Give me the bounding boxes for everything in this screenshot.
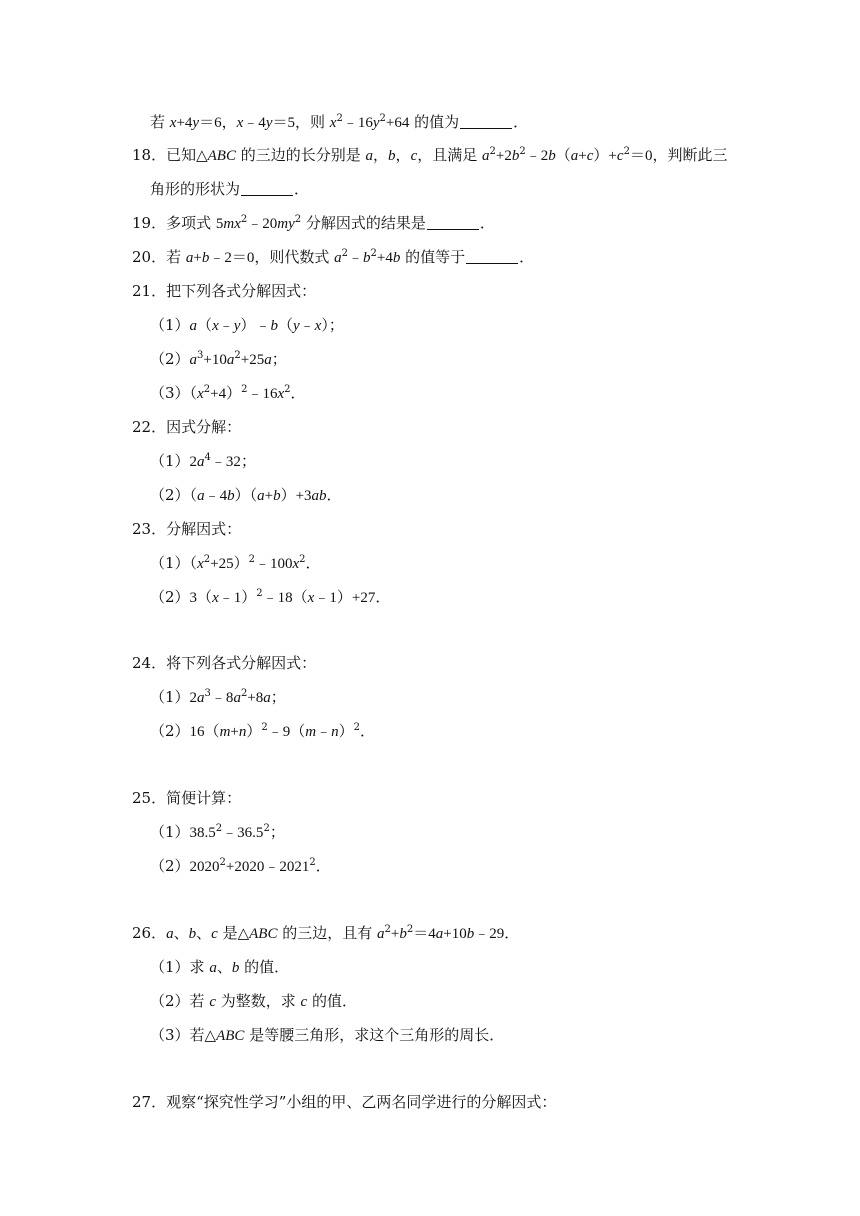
q26-item-1: （1）求 a、b 的值． xyxy=(150,958,290,976)
q21-title-text: 把下列各式分解因式： xyxy=(166,282,317,300)
q21-item-1: （1）a（x﹣y）﹣b（y﹣x）； xyxy=(150,316,344,334)
answer-blank xyxy=(466,251,518,264)
q26-text-2: 的三边，且有 xyxy=(277,924,378,942)
q18-text-4: ，判断此三 xyxy=(652,146,728,164)
q26-text-1: 是△ xyxy=(222,924,250,942)
item-label: （1） xyxy=(150,688,190,706)
q27-title xyxy=(132,1092,556,1112)
item-label: （3）若△ xyxy=(150,1026,217,1044)
item-label: （2）若 xyxy=(150,992,210,1010)
q27-number: 27． xyxy=(132,1093,167,1111)
q23-title xyxy=(132,519,241,539)
q18-line-2 xyxy=(150,179,309,199)
item-label: （2） xyxy=(150,722,190,740)
item-label: （3） xyxy=(150,384,190,402)
q26-number: 26． xyxy=(132,924,167,942)
q26-item-2-text-2: 的值． xyxy=(307,992,357,1010)
q24-title xyxy=(132,653,316,673)
q22-number: 22． xyxy=(132,418,167,436)
item-label: （2） xyxy=(150,588,190,606)
q20-text-2: ，则代数式 xyxy=(254,248,335,266)
q20-number: 20． xyxy=(132,248,167,266)
q19-end: ． xyxy=(479,214,495,232)
q20-text-3: 的值等于 xyxy=(400,248,466,266)
item-label: （2） xyxy=(150,350,190,368)
q18-text-5: 角形的形状为 xyxy=(150,180,241,198)
q18-end: ． xyxy=(294,180,310,198)
q18-number: 18． xyxy=(132,146,167,164)
item-label: （2） xyxy=(150,857,190,875)
q24-number: 24． xyxy=(132,654,167,672)
q24-title-text: 将下列各式分解因式： xyxy=(166,654,317,672)
q26-item-2-text-1: 为整数，求 xyxy=(215,992,301,1010)
q22-title-text: 因式分解： xyxy=(166,418,242,436)
q26-item-3: （3）若△ABC 是等腰三角形，求这个三角形的周长． xyxy=(150,1026,505,1044)
answer-blank xyxy=(460,116,512,129)
q26-title: 26．a、b、c 是△ABC 的三边，且有 $a^2+b^2=4a+10b﹣29$． xyxy=(132,924,520,942)
q17-end: ． xyxy=(513,113,529,131)
q21-title xyxy=(132,281,316,301)
item-label: （1） xyxy=(150,554,190,572)
q18-text-2: 的三边的长分别是 xyxy=(235,146,366,164)
q23-number: 23． xyxy=(132,520,167,538)
q21-number: 21． xyxy=(132,282,167,300)
q22-item-1: $(1)2a^4﹣32$； xyxy=(150,452,256,470)
q25-item-2: $(2)2020^2+2020﹣2021^2$． xyxy=(150,857,331,875)
item-label: （1） xyxy=(150,452,190,470)
q24-item-1: $(1)2a^3﹣8a^2+8a$； xyxy=(150,688,286,706)
q26-item-2: （2）若 c 为整数，求 c 的值． xyxy=(150,992,357,1010)
item-label: （2） xyxy=(150,486,190,504)
q20-text-1: 若 xyxy=(166,248,186,266)
q17-text-1: 若 xyxy=(150,113,170,131)
answer-blank xyxy=(241,183,293,196)
q23-title-text: 分解因式： xyxy=(166,520,242,538)
q22-title xyxy=(132,417,241,437)
q17-text-2: ， xyxy=(221,113,237,131)
q25-item-1: （1）38.5$^2$﹣36.5$^2$； xyxy=(150,823,285,841)
q17-continuation: 若 x+4y＝6，x﹣4y＝5，则 $x^2﹣16y^2+64$ 的值为 ． xyxy=(150,113,529,131)
item-label: （1）求 xyxy=(150,958,210,976)
q19-number: 19． xyxy=(132,214,167,232)
q23-item-1: $(1)(x^2+25)^2﹣100x^2$． xyxy=(150,554,321,572)
q17-text-4: 的值为 xyxy=(409,113,460,131)
q27-title-text: 观察“探究性学习”小组的甲、乙两名同学进行的分解因式： xyxy=(166,1093,557,1111)
q19-text-1: 多项式 xyxy=(166,214,216,232)
q19-text-2: 分解因式的结果是 xyxy=(301,214,426,232)
q23-item-2: （2）3（x﹣1）$^2$﹣18（x﹣1）+27． xyxy=(150,588,391,606)
q25-number: 25． xyxy=(132,789,167,807)
q26-item-3-text: 是等腰三角形，求这个三角形的周长． xyxy=(244,1026,505,1044)
q17-text-3: ，则 xyxy=(295,113,330,131)
answer-blank xyxy=(427,217,479,230)
q22-item-2: （2）（a﹣4b）（a+b）+3ab． xyxy=(150,486,342,504)
q25-title xyxy=(132,788,241,808)
q20-end: ． xyxy=(519,248,535,266)
item-label: （1） xyxy=(150,316,190,334)
q18-text-1: 已知△ xyxy=(166,146,208,164)
q24-item-2: $(2)16(m+n)^2﹣9(m﹣n)^2$． xyxy=(150,722,376,740)
item-label: （1） xyxy=(150,823,190,841)
q19: 19．多项式 $5mx^2﹣20my^2$ 分解因式的结果是 ． xyxy=(132,214,495,232)
q21-item-2: $(2)a^3+10a^2+25a$； xyxy=(150,350,287,368)
q20: 20．若 a+b﹣2＝0，则代数式 $a^2﹣b^2+4b$ 的值等于 ． xyxy=(132,248,535,266)
q25-title-text: 简便计算： xyxy=(166,789,242,807)
q21-item-3: $(3)(x^2+4)^2﹣16x^2$． xyxy=(150,384,306,402)
q18-line-1: 18．已知△ABC 的三边的长分别是 a，b，c，且满足 $a^2+2b^2﹣2b(a+c)+c^2=0$，判断此三 xyxy=(132,146,728,164)
q26-item-1-text: 的值． xyxy=(239,958,290,976)
q18-text-3: ，且满足 xyxy=(417,146,483,164)
